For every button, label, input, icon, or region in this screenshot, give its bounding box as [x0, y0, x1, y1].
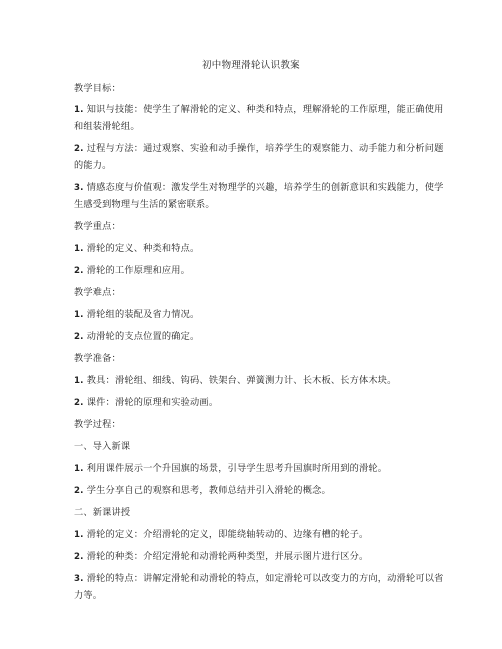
objective-2-text: 过程与方法：通过观察、实验和动手操作，培养学生的观察能力、动手能力和分析问题	[83, 143, 444, 154]
objective-1-line-2: 和组装滑轮组。	[74, 121, 140, 132]
difficulty-1-text: 滑轮组的装配及省力情况。	[83, 309, 200, 320]
key-point-2-text: 滑轮的工作原理和应用。	[83, 265, 191, 276]
list-number: 1.	[74, 464, 84, 474]
list-number: 2.	[74, 398, 84, 408]
list-number: 3.	[74, 183, 84, 193]
objective-3-text: 情感态度与价值观：激发学生对物理学的兴趣，培养学生的创新意识和实践能力，使学	[83, 182, 444, 193]
list-number: 2.	[74, 332, 84, 342]
key-point-2	[74, 262, 434, 280]
section-2-item-3-text: 滑轮的特点：讲解定滑轮和动滑轮的特点，如定滑轮可以改变力的方向，动滑轮可以省	[83, 573, 444, 584]
section-1-item-1	[74, 460, 434, 478]
key-points-heading: 教学重点：	[74, 221, 121, 232]
objective-1-line-1	[74, 101, 444, 119]
list-number: 2.	[74, 486, 84, 496]
section-2-item-2	[74, 548, 434, 566]
preparation-2	[74, 394, 434, 412]
list-number: 2.	[74, 266, 84, 276]
objective-1-text: 知识与技能：使学生了解滑轮的定义、种类和特点，理解滑轮的工作原理，能正确使用	[83, 104, 444, 115]
section-2-item-3-line-2: 力等。	[74, 590, 103, 601]
section-2-item-1-text: 滑轮的定义：介绍滑轮的定义，即能绕轴转动的、边缘有槽的轮子。	[83, 529, 369, 540]
section-2-heading: 二、新课讲授	[74, 507, 131, 518]
section-1-item-1-text: 利用课件展示一个升国旗的场景，引导学生思考升国旗时所用到的滑轮。	[83, 463, 388, 474]
list-number: 2.	[74, 144, 84, 154]
list-number: 3.	[74, 574, 84, 584]
preparation-1	[74, 372, 434, 390]
document-title: 初中物理滑轮认识教案	[201, 60, 300, 71]
section-1-item-2	[74, 482, 434, 500]
process-heading: 教学过程：	[74, 419, 121, 430]
list-number: 1.	[74, 244, 84, 254]
list-number: 2.	[74, 552, 84, 562]
objectives-heading: 教学目标：	[74, 83, 121, 94]
key-point-1	[74, 240, 434, 258]
objective-2-line-2: 的能力。	[74, 160, 112, 171]
section-2-item-1	[74, 526, 434, 544]
section-2-item-3-line-1	[74, 570, 444, 588]
difficulty-2	[74, 328, 434, 346]
list-number: 1.	[74, 310, 84, 320]
preparation-1-text: 教具：滑轮组、细线、钩码、铁架台、弹簧测力计、长木板、长方体木块。	[83, 375, 397, 386]
preparation-2-text: 课件：滑轮的原理和实验动画。	[83, 397, 219, 408]
difficulties-heading: 教学难点：	[74, 287, 121, 298]
list-number: 1.	[74, 376, 84, 386]
list-number: 1.	[74, 530, 84, 540]
key-point-1-text: 滑轮的定义、种类和特点。	[83, 243, 200, 254]
preparation-heading: 教学准备：	[74, 353, 121, 364]
objective-2-line-1	[74, 140, 444, 158]
difficulty-2-text: 动滑轮的支点位置的确定。	[83, 331, 200, 342]
section-2-item-2-text: 滑轮的种类：介绍定滑轮和动滑轮两种类型，并展示图片进行区分。	[83, 551, 369, 562]
section-1-item-2-text: 学生分享自己的观察和思考，教师总结并引入滑轮的概念。	[83, 485, 331, 496]
objective-3-line-2: 生感受到物理与生活的紧密联系。	[74, 199, 215, 210]
section-1-heading: 一、导入新课	[74, 441, 131, 452]
list-number: 1.	[74, 105, 84, 115]
difficulty-1	[74, 306, 434, 324]
objective-3-line-1	[74, 179, 444, 197]
